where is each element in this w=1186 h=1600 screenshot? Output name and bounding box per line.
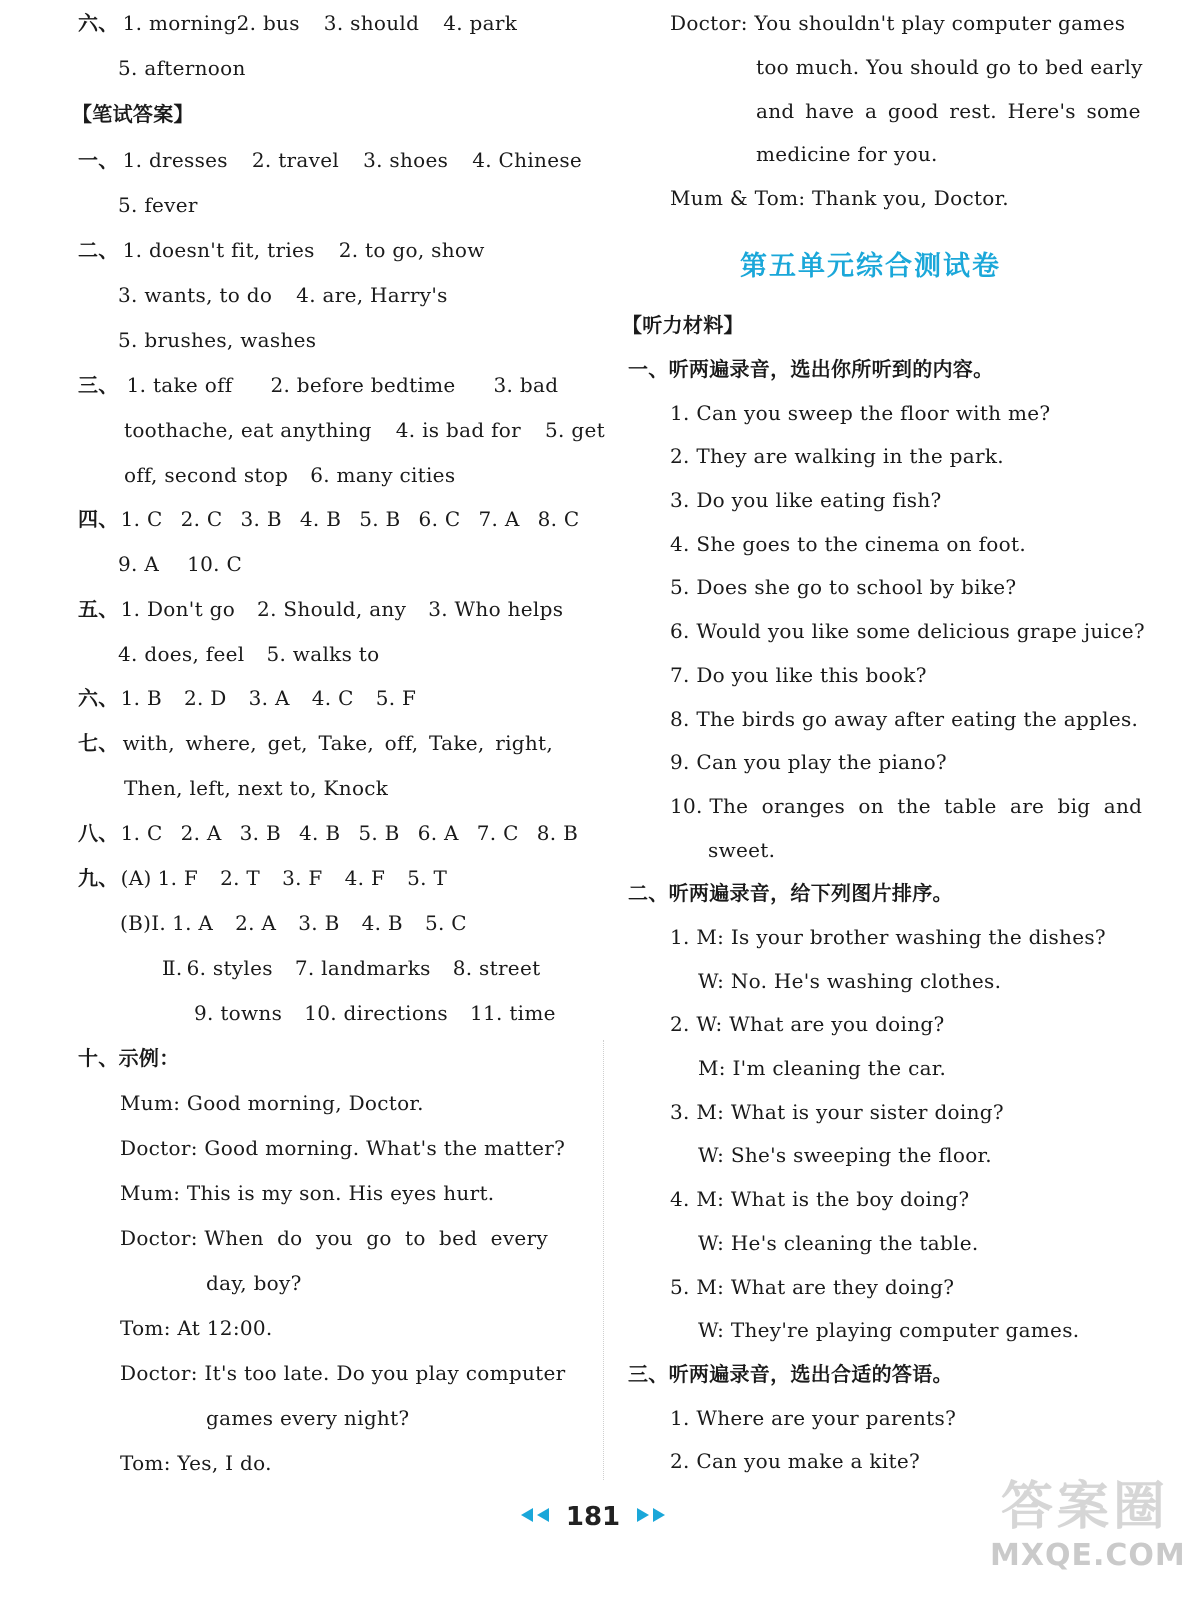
part-heading: 一、听两遍录音，选出你所听到的内容。 — [628, 357, 994, 381]
list-item: 10. The oranges on the table are big and — [670, 794, 1143, 818]
example-header: 十、示例： — [78, 1046, 180, 1070]
answer-line: 六、 1. B 2. D 3. A 4. C 5. F — [78, 686, 417, 710]
answer-line: 一、 1. dresses 2. travel 3. shoes 4. Chinese — [78, 148, 583, 172]
answer-line: 九、 (A) 1. F 2. T 3. F 4. F 5. T — [78, 866, 448, 890]
dialogue-line: and have a good rest. Here's some — [756, 99, 1141, 123]
dialogue-line: Tom: At 12:00. — [120, 1316, 273, 1340]
list-item: 4. She goes to the cinema on foot. — [670, 532, 1026, 556]
dialogue-line: Doctor: When do you go to bed every — [120, 1226, 549, 1250]
answer-line: 5. afternoon — [118, 56, 246, 80]
dialogue-line: Doctor: It's too late. Do you play computer — [120, 1361, 566, 1385]
list-item: 5. Does she go to school by bike? — [670, 575, 1017, 599]
page-number: 181 — [565, 1502, 621, 1532]
answer-line: 四、 1. C 2. C 3. B 4. B 5. B 6. C 7. A 8. C — [78, 507, 580, 531]
answer-line: 二、 1. doesn't fit, tries 2. to go, show — [78, 238, 485, 262]
dialogue-line: Doctor: You shouldn't play computer games — [670, 11, 1126, 35]
watermark-bottom: MXQE.COM — [990, 1538, 1186, 1573]
answer-line: 八、 1. C 2. A 3. B 4. B 5. B 6. A 7. C 8. B — [78, 821, 579, 845]
dialogue-line: 4. M: What is the boy doing? — [670, 1187, 970, 1211]
answer-line: 五、 1. Don't go 2. Should, any 3. Who helps — [78, 597, 564, 621]
dialogue-line: Tom: Yes, I do. — [120, 1451, 272, 1475]
dialogue-line: too much. You should go to bed early — [756, 55, 1143, 79]
answer-line: 3. wants, to do 4. are, Harry's — [118, 283, 448, 307]
dialogue-line: Doctor: Good morning. What's the matter? — [120, 1136, 566, 1160]
list-item: 9. Can you play the piano? — [670, 750, 947, 774]
previous-page-icon[interactable] — [517, 1506, 551, 1528]
list-item: sweet. — [708, 838, 776, 862]
dialogue-line: Mum & Tom: Thank you, Doctor. — [670, 186, 1009, 210]
dialogue-line: W: They're playing computer games. — [698, 1318, 1080, 1342]
list-item: 7. Do you like this book? — [670, 663, 927, 687]
watermark-top: 答案圈 — [1000, 1477, 1169, 1537]
next-page-icon[interactable] — [635, 1506, 669, 1528]
answer-line: 9. A 10. C — [118, 552, 243, 576]
list-item: 1. Where are your parents? — [670, 1406, 957, 1430]
listening-header: 【听力材料】 — [622, 313, 744, 337]
answer-line: Ⅱ. 6. styles 7. landmarks 8. street — [162, 956, 541, 980]
answer-line: toothache, eat anything 4. is bad for 5. get — [124, 418, 605, 442]
dialogue-line: 3. M: What is your sister doing? — [670, 1100, 1004, 1124]
list-item: 3. Do you like eating fish? — [670, 488, 942, 512]
dialogue-line: W: No. He's washing clothes. — [698, 969, 1002, 993]
part-heading: 三、听两遍录音，选出合适的答语。 — [628, 1362, 953, 1386]
written-answers-header: 【笔试答案】 — [72, 102, 194, 126]
dialogue-line: Mum: This is my son. His eyes hurt. — [120, 1181, 495, 1205]
answer-line: 六、 1. morning2. bus 3. should 4. park — [78, 11, 518, 35]
answer-line: 5. brushes, washes — [118, 328, 317, 352]
dialogue-line: M: I'm cleaning the car. — [698, 1056, 947, 1080]
dialogue-line: 2. W: What are you doing? — [670, 1012, 945, 1036]
dialogue-line: 1. M: Is your brother washing the dishes? — [670, 925, 1106, 949]
answer-line: off, second stop 6. many cities — [124, 463, 456, 487]
dialogue-line: games every night? — [206, 1406, 410, 1430]
answer-line: (B)Ⅰ. 1. A 2. A 3. B 4. B 5. C — [120, 911, 467, 935]
dialogue-line: W: He's cleaning the table. — [698, 1231, 979, 1255]
answer-line: 七、 with, where, get, Take, off, Take, right, — [78, 731, 554, 755]
answer-line: Then, left, next to, Knock — [124, 776, 389, 800]
dialogue-line: medicine for you. — [756, 142, 938, 166]
section-title: 第五单元综合测试卷 — [740, 251, 1001, 282]
list-item: 8. The birds go away after eating the apples. — [670, 707, 1139, 731]
list-item: 6. Would you like some delicious grape juice? — [670, 619, 1145, 643]
dialogue-line: day, boy? — [206, 1271, 302, 1295]
answer-line: 5. fever — [118, 193, 198, 217]
answer-line: 9. towns 10. directions 11. time — [194, 1001, 556, 1025]
list-item: 1. Can you sweep the floor with me? — [670, 401, 1051, 425]
watermark-logo — [990, 1476, 1186, 1594]
answer-line: 4. does, feel 5. walks to — [118, 642, 380, 666]
column-divider — [603, 1040, 604, 1480]
dialogue-line: W: She's sweeping the floor. — [698, 1143, 992, 1167]
dialogue-line: 5. M: What are they doing? — [670, 1275, 955, 1299]
dialogue-line: Mum: Good morning, Doctor. — [120, 1091, 424, 1115]
list-item: 2. They are walking in the park. — [670, 444, 1004, 468]
part-heading: 二、听两遍录音，给下列图片排序。 — [628, 881, 953, 905]
list-item: 2. Can you make a kite? — [670, 1449, 920, 1473]
answer-line: 三、 1. take off 2. before bedtime 3. bad — [78, 373, 559, 397]
